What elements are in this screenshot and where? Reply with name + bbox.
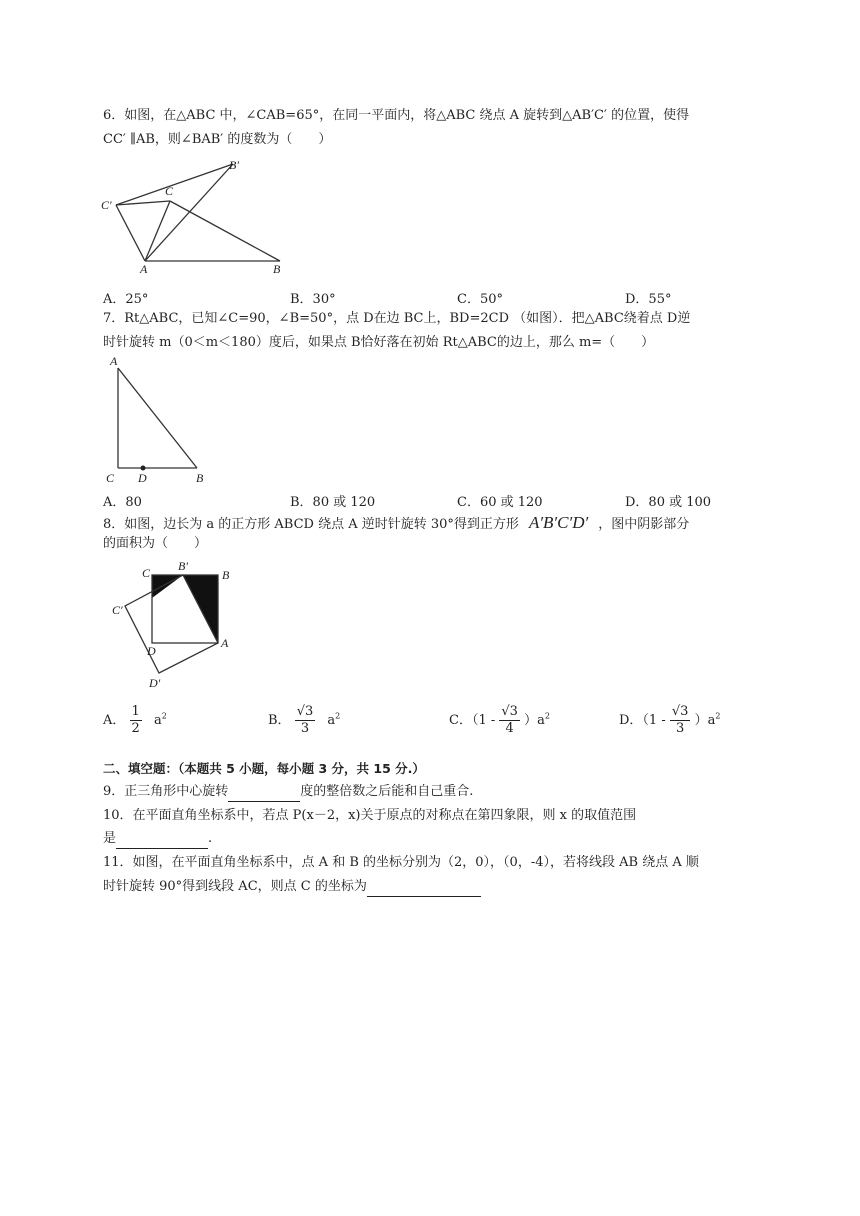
q7-label-d: D (138, 471, 147, 485)
q7-label-c: C (106, 471, 115, 485)
q8-label-d-prime: D′ (149, 676, 161, 690)
q6-option-d: D．55° (625, 292, 672, 307)
q6-label-b: B (273, 262, 281, 276)
q8-label-b-prime: B′ (178, 559, 188, 573)
q9-answer-blank[interactable] (228, 787, 300, 802)
q8-stem-line1 (103, 513, 689, 535)
q6-label-c-prime: C′ (101, 198, 112, 212)
q6-label-c: C (165, 184, 174, 198)
q7-option-c: C．60 或 120 (457, 495, 543, 510)
q6-option-c: C．50° (457, 292, 503, 307)
q11-answer-blank[interactable] (367, 882, 481, 897)
q6-option-a: A．25° (103, 292, 149, 307)
q6-figure (95, 155, 295, 280)
q8-figure (103, 558, 243, 693)
q8-stem-line2: 的面积为（ ） (103, 536, 208, 551)
q8-stem-math: A′B′C′D′ (528, 513, 589, 532)
q7-option-d: D．80 或 100 (625, 495, 712, 510)
q8-label-a: A (221, 636, 229, 650)
q6-label-b-prime: B′ (229, 158, 239, 172)
q8-option-d: D．（1 - $\frac{√3}{3}$ ）$a^2$ (619, 704, 721, 736)
fraction: $\frac{√3}{4}$ (501, 704, 518, 736)
q11-stem-line1: 11．如图，在平面直角坐标系中，点 A 和 B 的坐标分别为（2，0），（0，-4），若将线段 AB 绕点 A 顺 (103, 855, 699, 870)
q7-stem-line1: 7．Rt△ABC，已知∠C=90，∠B=50°，点 D在边 BC上，BD=2CD （如图）．把△ABC绕着点 D逆 (103, 311, 691, 326)
q8-option-c: C．（1 - $\frac{√3}{4}$ ）$a^2$ (449, 704, 550, 736)
q7-option-a: A．80 (103, 495, 142, 510)
q8-option-a: A． $\frac{1}{2}$ $a^2$ (103, 704, 167, 736)
q6-stem-line2: CC′ ∥AB，则∠BAB′ 的度数为（ ） (103, 132, 332, 147)
q8-label-c: C (142, 566, 151, 580)
q7-option-b: B．80 或 120 (290, 495, 376, 510)
fraction: $\frac{1}{2}$ (131, 704, 140, 736)
q7-figure (100, 352, 220, 488)
q10-stem-line2: 是 . (103, 829, 212, 849)
section-2-title: 二、填空题：（本题共 5 小题，每小题 3 分，共 15 分.） (103, 761, 425, 776)
q7-stem-line2: 时针旋转 m（0＜m＜180）度后，如果点 B恰好落在初始 Rt△ABC的边上，那么 m=（ ） (103, 335, 655, 350)
fraction: $\frac{√3}{3}$ (296, 704, 314, 736)
q8-stem-text-a: 8．如图，边长为 a 的正方形 ABCD 绕点 A 逆时针旋转 30°得到正方形 (103, 517, 519, 532)
q8-label-b: B (222, 568, 230, 582)
q6-option-b: B．30° (290, 292, 336, 307)
q6-label-a: A (140, 262, 148, 276)
q8-stem-text-b: ，图中阴影部分 (598, 517, 690, 532)
q8-option-b: B． $\frac{√3}{3}$ $a^2$ (268, 704, 341, 736)
q9-stem: 9．正三角形中心旋转 度的整倍数之后能和自己重合. (103, 782, 473, 802)
q7-label-b: B (196, 471, 204, 485)
q11-stem-line2: 时针旋转 90°得到线段 AC，则点 C 的坐标为 (103, 877, 481, 897)
q6-stem-line1: 6．如图，在△ABC 中，∠CAB=65°，在同一平面内，将△ABC 绕点 A 旋转到△AB′C′ 的位置，使得 (103, 108, 690, 123)
q10-answer-blank[interactable] (116, 834, 208, 849)
q8-label-d: D (147, 644, 156, 658)
q8-label-c-prime: C′ (112, 603, 123, 617)
q7-label-a: A (110, 354, 118, 368)
fraction: $\frac{√3}{3}$ (671, 704, 689, 736)
q10-stem-line1: 10．在平面直角坐标系中，若点 P(x－2，x)关于原点的对称点在第四象限，则 x 的取值范围 (103, 808, 637, 823)
